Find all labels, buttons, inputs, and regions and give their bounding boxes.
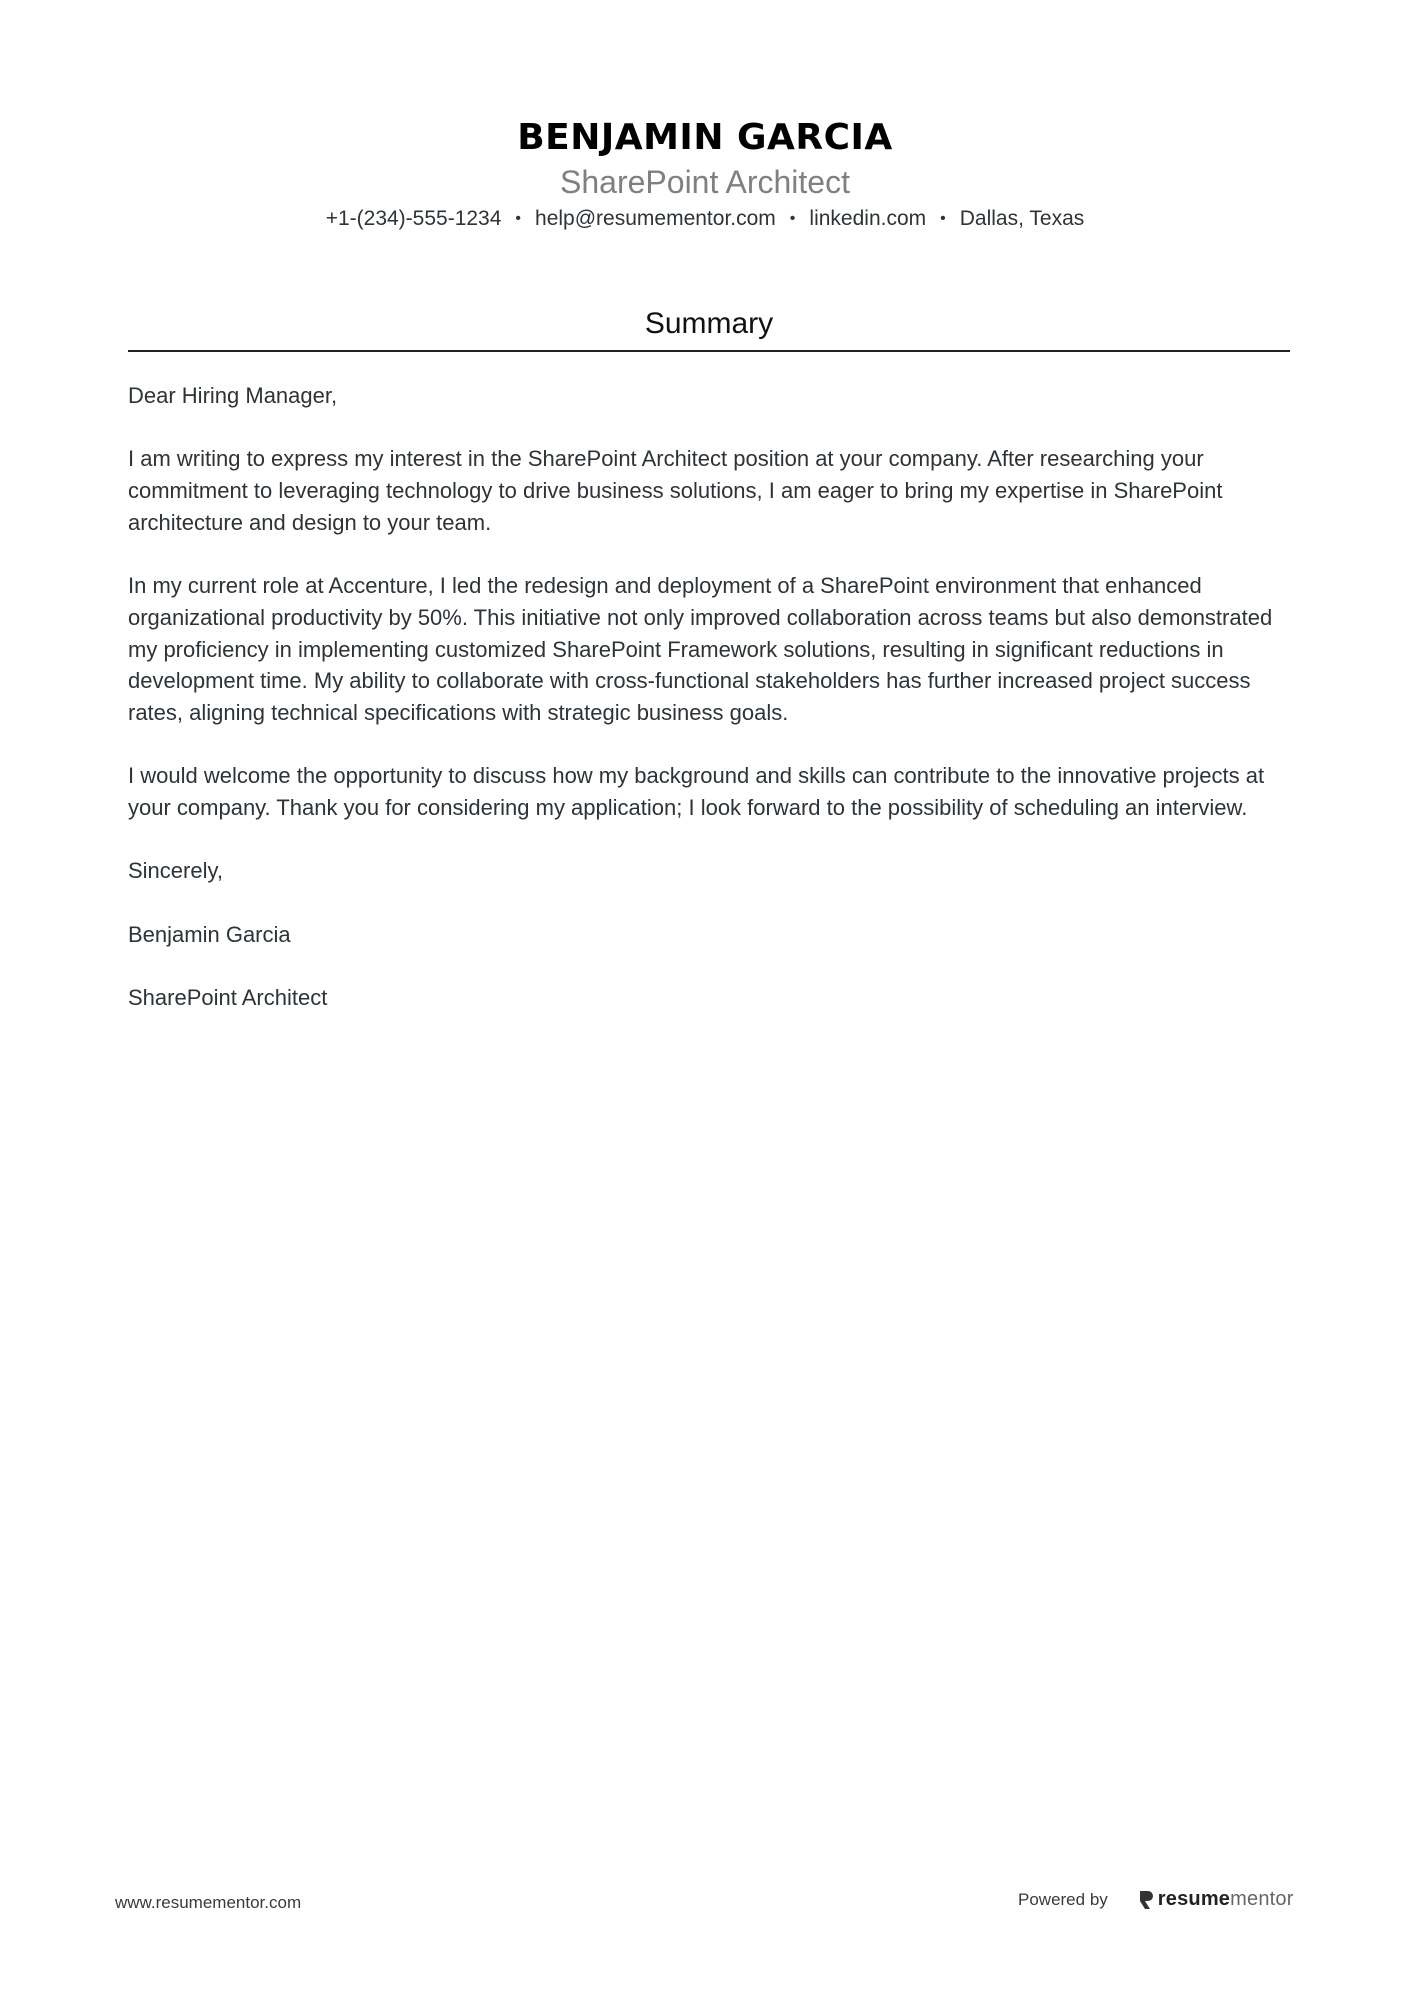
signature-name: Benjamin Garcia bbox=[128, 921, 291, 947]
letter-closing: Sincerely, bbox=[128, 858, 223, 884]
candidate-name: BENJAMIN GARCIA bbox=[517, 117, 893, 158]
letter-greeting: Dear Hiring Manager, bbox=[128, 383, 338, 408]
letter-paragraph: In my current role at Accenture, I led the redesign and deployment of a SharePoint environment that enhanced organizational productivity by 50%. This initiative not only improved collaboration across teams but also demonstrated my proficiency in implementing customized SharePoint Framework solutions, resulting in significant reductions in development time. My ability to collaborate with cross-functional stakeholders has further increased project success rates, aligning technical specifications with strategic business goals. bbox=[128, 573, 1273, 725]
contact-info bbox=[0, 204, 1410, 234]
contact-linkedin[interactable]: linkedin.com bbox=[809, 207, 927, 230]
brand-logo[interactable] bbox=[1138, 1888, 1294, 1911]
contact-email[interactable]: help@resumementor.com bbox=[535, 207, 776, 230]
contact-separator: • bbox=[940, 210, 946, 227]
brand-wordmark bbox=[1158, 1888, 1294, 1911]
letter-body bbox=[128, 380, 1290, 1046]
contact-location: Dallas, Texas bbox=[959, 207, 1085, 230]
candidate-title: SharePoint Architect bbox=[560, 164, 850, 200]
footer-website-link[interactable]: www.resumementor.com bbox=[115, 1893, 302, 1912]
resumementor-logo-icon bbox=[1138, 1890, 1154, 1910]
section-heading-summary: Summary bbox=[644, 307, 774, 340]
signature-title: SharePoint Architect bbox=[128, 985, 328, 1011]
contact-phone: +1-(234)-555-1234 bbox=[325, 207, 502, 230]
contact-separator: • bbox=[789, 210, 796, 227]
section-divider bbox=[128, 350, 1290, 352]
letter-header bbox=[0, 112, 1410, 234]
letter-paragraph: I would welcome the opportunity to discuss how my background and skills can contribute to the innovative projects at your company. Thank you for considering my application; I look forward to the possibility of scheduling an interview. bbox=[128, 763, 1265, 821]
powered-by-label: Powered by bbox=[1018, 1889, 1108, 1909]
contact-separator: • bbox=[515, 210, 522, 227]
footer-powered-by bbox=[1018, 1888, 1294, 1911]
brand-wordmark-bold: resume bbox=[1157, 1888, 1231, 1910]
brand-wordmark-light: mentor bbox=[1230, 1888, 1294, 1910]
letter-paragraph: I am writing to express my interest in the SharePoint Architect position at your company. After researching your commitment to leveraging technology to drive business solutions, I am eager to bring my expertise in SharePoint architecture and design to your team. bbox=[128, 446, 1223, 535]
